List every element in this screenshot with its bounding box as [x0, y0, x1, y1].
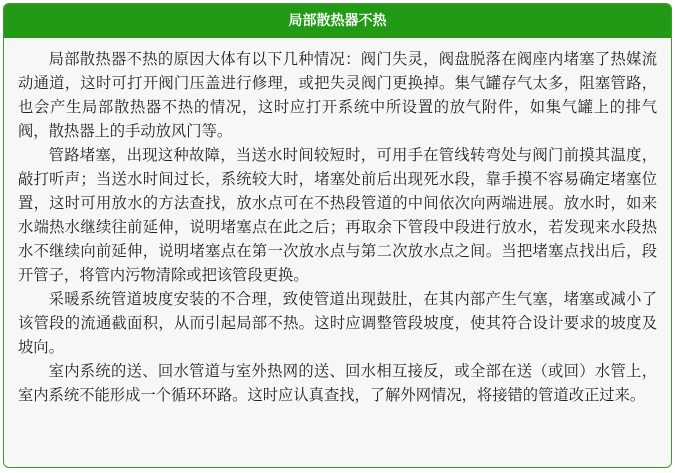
card-title: 局部散热器不热: [288, 13, 387, 29]
card-body: [4, 38, 671, 407]
paragraph: 室内系统的送、回水管道与室外热网的送、回水相互接反，或全部在送（或回）水管上，室内系统不能形成一个循环环路。这时应认真查找，了解外网情况，将接错的管道改正过来。: [18, 362, 657, 404]
paragraph: 局部散热器不热的原因大体有以下几种情况：阀门失灵，阀盘脱落在阀座内堵塞了热媒流动通道，这时可打开阀门压盖进行修理，或把失灵阀门更换掉。集气罐存气太多，阻塞管路，也会产生局部散热器不热的情况，这时应打开系统中所设置的放气附件，如集气罐上的排气阀，散热器上的手动放风门等。: [18, 50, 657, 140]
paragraph: 管路堵塞，出现这种故障，当送水时间较短时，可用手在管线转弯处与阀门前摸其温度，敲打听声；当送水时间过长，系统较大时，堵塞处前后出现死水段，靠手摸不容易确定堵塞位置，这时可用放水的方法查找，放水点可在不热段管道的中间依次向两端进展。放水时，如来水端热水继续往前延伸，说明堵塞点在此之后；再取余下管段中段进行放水，若发现来水段热水不继续向前延伸，说明堵塞点在第一次放水点与第二次放水点之间。当把堵塞点找出后，段开管子，将管内污物清除或把该管段更换。: [18, 146, 657, 284]
article-card: [3, 3, 672, 468]
card-header: [4, 4, 671, 38]
paragraph: 采暖系统管道坡度安装的不合理，致使管道出现鼓肚，在其内部产生气塞，堵塞或减小了该管段的流通截面积，从而引起局部不热。这时应调整管段坡度，使其符合设计要求的坡度及坡向。: [18, 290, 657, 356]
